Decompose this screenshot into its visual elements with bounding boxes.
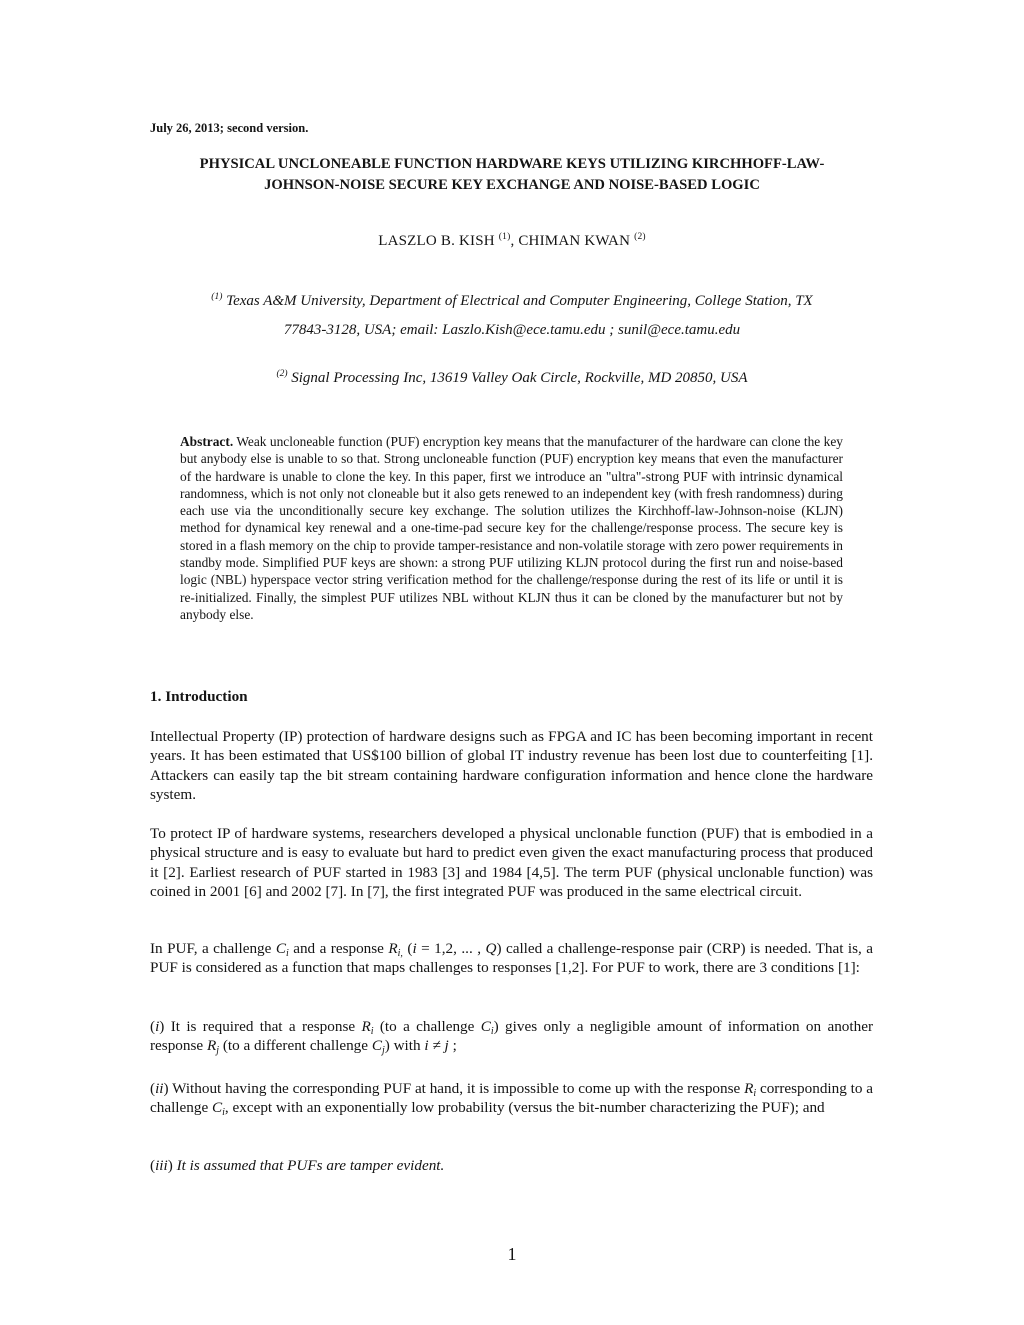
- author-1: LASZLO B. KISH: [378, 233, 495, 249]
- date-line: July 26, 2013; second version.: [150, 121, 309, 135]
- affiliation-1: [120, 287, 904, 345]
- author-separator: ,: [510, 233, 519, 249]
- author-2: CHIMAN KWAN: [518, 233, 631, 249]
- abstract-text: Weak uncloneable function (PUF) encryption key means that the manufacturer of the hardware can clone the key but anybody else is unable to so that. Strong uncloneable function (PUF) encryption key means that even the manufacturer of the hardware is unable to clone the key. In this paper, first we introduce an "ultra"-strong PUF with intrinsic dynamical randomness, which is not only not cloneable but it also gets renewed to an independent key (with fresh randomness) during each use via the unconditionally secure key exchange. The solution utilizes the Kirchhoff-law-Johnson-noise (KLJN) method for dynamical key renewal and a one-time-pad secure key for the challenge/response process. The secure key is stored in a flash memory on the chip to provide tamper-resistance and non-volatile storage with zero power requirements in standby mode. Simplified PUF keys are shown: a strong PUF utilizing KLJN protocol during the first run and noise-based logic (NBL) hyperspace vector string verification method for the challenge/response during the rest of its life or until it is re-initialized. Finally, the simplest PUF utilizes NBL without KLJN thus it can be cloned by the manufacturer but not by anybody else.: [180, 434, 843, 622]
- abstract: [180, 433, 843, 623]
- affiliation-1-mark: (1): [211, 292, 223, 302]
- inequality: i ≠ j: [424, 1037, 449, 1055]
- intro-paragraph-3: In PUF, a challenge $C_i$ and a response $R_{i,}$ (i = 1,2, ... , Q) called a challenge-response pair (CRP) is needed. That is, a PUF is considered as a function that maps challenges to responses [1,2]. For PUF to work, there are 3 conditions [1]:: [150, 940, 873, 977]
- abstract-label: Abstract.: [180, 434, 234, 449]
- condition-iii: (iii) It is assumed that PUFs are tamper evident.: [150, 1157, 445, 1174]
- author-1-affiliation-mark: (1): [498, 232, 511, 242]
- affiliation-2-line-1: Signal Processing Inc, 13619 Valley Oak Circle, Rockville, MD 20850, USA: [287, 370, 748, 386]
- condition-ii: (ii) Without having the corresponding PUF at hand, it is impossible to come up with the response $R_i$ corresponding to a challenge $C_i$, except with an exponentially low probability (versus the bit-number characterizing the PUF); and: [150, 1080, 873, 1119]
- affiliation-1-line-2: 77843-3128, USA; email: Laszlo.Kish@ece.tamu.edu ; sunil@ece.tamu.edu: [283, 322, 741, 338]
- condition-i-number: i: [155, 1018, 160, 1035]
- affiliation-1-line-1: Texas A&M University, Department of Electrical and Computer Engineering, College Station, TX: [222, 293, 813, 309]
- affiliation-2-mark: (2): [276, 369, 288, 379]
- condition-ii-number: ii: [155, 1080, 164, 1097]
- author-list: [150, 233, 874, 250]
- condition-i: (i) It is required that a response $R_i$ (to a challenge $C_i$) gives only a negligible amount of information on another response $R_j$ (to a different challenge $C_j$) with i ≠ j ;: [150, 1018, 873, 1057]
- intro-paragraph-2: To protect IP of hardware systems, researchers developed a physical unclonable function (PUF) that is embodied in a physical structure and is easy to evaluate but hard to predict even given the exact manufacturing process that produced it [2]. Earliest research of PUF started in 1983 [3] and 1984 [4,5]. The term PUF (physical unclonable function) was coined in 2001 [6] and 2002 [7]. In [7], the first integrated PUF was produced in the same electrical circuit.: [150, 825, 873, 901]
- intro-paragraph-1: Intellectual Property (IP) protection of hardware designs such as FPGA and IC has been becoming important in recent years. It has been estimated that US$100 billion of global IT industry revenue has been lost due to counterfeiting [1]. Attackers can easily tap the bit stream containing hardware configuration information and hence clone the hardware system.: [150, 728, 873, 804]
- title-line-1: PHYSICAL UNCLONEABLE FUNCTION HARDWARE KEYS UTILIZING KIRCHHOFF-LAW-: [199, 156, 825, 172]
- author-2-affiliation-mark: (2): [634, 232, 646, 242]
- affiliation-2: [120, 364, 904, 393]
- section-heading-introduction: 1. Introduction: [150, 688, 248, 705]
- paper-title: [140, 154, 884, 196]
- condition-iii-number: iii: [155, 1157, 168, 1174]
- page-number: 1: [507, 1244, 517, 1264]
- title-line-2: JOHNSON-NOISE SECURE KEY EXCHANGE AND NOISE-BASED LOGIC: [264, 177, 760, 193]
